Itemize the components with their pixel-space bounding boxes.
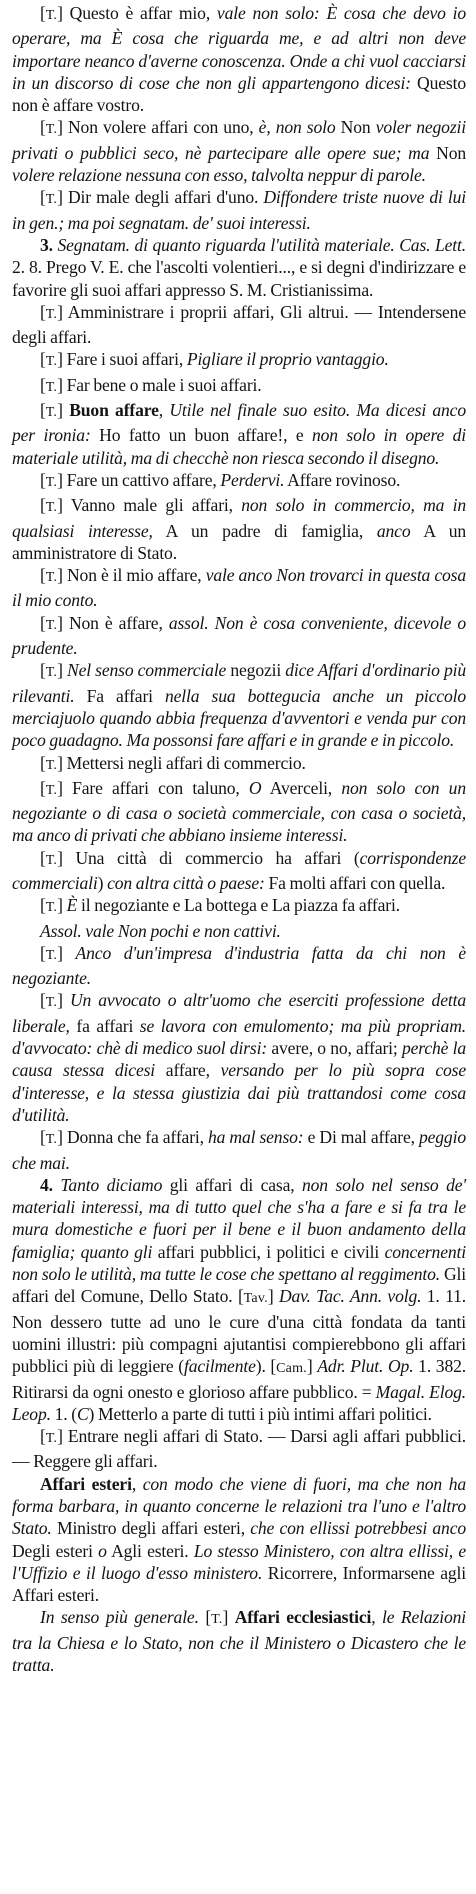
- source-marker: T.: [45, 782, 58, 798]
- italic-gloss: Un avvocato o altr'uomo che eserciti professione detta liberale,: [12, 990, 466, 1036]
- italic-gloss: non solo in commercio, ma in qualsiasi interesse,: [12, 495, 467, 541]
- text-run: Non: [429, 142, 466, 163]
- text-run: ] Mettersi negli affari di commercio.: [57, 752, 306, 773]
- text-run: ,: [131, 1473, 143, 1494]
- text-run: affare,: [155, 1060, 221, 1081]
- italic-gloss: voler negozii privati o pubblici seco, nè partecipare alle opere sue; ma: [12, 117, 467, 163]
- text-run: ). [: [255, 1356, 277, 1377]
- source-marker: T.: [45, 900, 58, 916]
- text-run: [: [40, 117, 46, 138]
- bold-term: Affari esteri: [40, 1473, 132, 1494]
- text-run: [: [40, 1426, 46, 1447]
- bold-term: 3.: [40, 234, 58, 255]
- text-run: Questo non è affare vostro.: [12, 72, 466, 116]
- source-marker: T.: [45, 757, 58, 773]
- text-run: Ministro degli affari esteri,: [51, 1518, 251, 1539]
- text-run: [: [40, 565, 46, 586]
- text-run: gli affari di casa,: [162, 1174, 303, 1195]
- source-marker: T.: [45, 995, 58, 1011]
- italic-gloss: vale anco Non trovarci in questa cosa il mio conto.: [12, 565, 467, 611]
- italic-gloss: non solo nel senso de' materiali interessi, ma di tutto quel che s'ha a fare e si fa tra le mura domestiche e fuori per il bene e il buon andamento della famiglia; quanto gli: [12, 1174, 466, 1262]
- entry-paragraph: [12, 989, 466, 1126]
- text-run: Fa affari: [74, 685, 165, 706]
- source-marker: T.: [45, 500, 58, 516]
- text-run: [: [40, 301, 46, 322]
- text-run: 1. 382. Ritirarsi da ogni onesto e glorioso affare pubblico. =: [12, 1356, 466, 1402]
- text-run: [: [40, 847, 46, 868]
- source-marker: T.: [45, 570, 58, 586]
- entry-paragraph: [12, 1473, 466, 1607]
- text-run: avere, o no, affari;: [267, 1038, 402, 1059]
- text-run: [: [40, 612, 46, 633]
- text-run: Ho fatto un buon affare!, e: [90, 425, 312, 446]
- entry-paragraph: [12, 301, 466, 349]
- entry-paragraph: [12, 2, 466, 116]
- text-run: [: [40, 187, 46, 208]
- text-run: fa affari: [69, 1015, 140, 1036]
- text-run: [: [40, 752, 46, 773]
- text-run: Gli affari del Comune, Dello Stato. [: [12, 1264, 467, 1307]
- italic-gloss: è, non solo: [258, 117, 336, 138]
- entry-paragraph: [12, 374, 466, 399]
- italic-gloss: Segnatam. di quanto riguarda l'utilità materiale. Cas. Lett.: [57, 234, 466, 255]
- text-run: ]: [57, 400, 70, 421]
- entry-paragraph: [12, 234, 466, 301]
- text-run: ] Vanno male gli affari,: [57, 495, 242, 516]
- italic-gloss: le Relazioni tra la Chiesa e lo Stato, non che il Ministero o Dicastero che le tratta.: [12, 1607, 466, 1676]
- entry-paragraph: [12, 469, 466, 494]
- text-run: negozii: [226, 660, 286, 681]
- italic-gloss: peggio che mai.: [12, 1127, 466, 1173]
- entry-text-column: [12, 2, 466, 1676]
- bold-term: Buon affare: [69, 400, 159, 421]
- source-marker: T.: [45, 122, 58, 138]
- italic-gloss: nella sua bottegucia anche un piccolo merciajuolo quando abbia frequenza d'avventori e venda pur con poco guadagno. Ma possonsi fare affari e in grande e in piccolo.: [12, 685, 467, 751]
- italic-gloss: facilmente: [183, 1356, 256, 1377]
- italic-gloss: C: [76, 1403, 89, 1424]
- text-run: [: [40, 990, 46, 1011]
- text-run: [: [40, 942, 46, 963]
- text-run: ,: [371, 1607, 382, 1628]
- text-run: ] Dir male degli affari d'uno.: [57, 187, 264, 208]
- text-run: A un padre di famiglia,: [152, 520, 377, 541]
- source-marker: T.: [45, 852, 58, 868]
- source-marker: T.: [45, 306, 58, 322]
- italic-gloss: Nel senso commerciale: [67, 660, 227, 681]
- source-marker: T.: [45, 1431, 58, 1447]
- text-run: 1. (: [50, 1403, 77, 1424]
- italic-gloss: con modo che viene di fuori, ma che non ha forma barbara, in quanto concerne le relazioni tra l'uno e l'altro Stato.: [12, 1473, 467, 1539]
- italic-gloss: volere relazione nessuna con esso, talvolta neppur di parole.: [12, 165, 426, 186]
- entry-paragraph: [12, 1425, 466, 1473]
- entry-paragraph: [12, 186, 466, 234]
- text-run: ) Metterlo a parte di tutti i più intimi affari politici.: [88, 1403, 432, 1424]
- text-run: ] Non volere affari con uno,: [57, 117, 259, 138]
- italic-gloss: Lo stesso Ministero, con altra ellissi, e l'Uffizio e il luogo d'esso ministero.: [12, 1540, 466, 1583]
- italic-gloss: o: [98, 1540, 107, 1561]
- text-run: ] Questo è affar mio,: [57, 3, 217, 23]
- text-run: [: [40, 374, 46, 395]
- italic-gloss: In senso più generale.: [40, 1607, 199, 1628]
- italic-gloss: se lavora con emulomento; ma più propriam. d'avvocato: chè di medico suol dirsi:: [12, 1015, 466, 1059]
- italic-gloss: Anco d'un'impresa d'industria fatta da chi non è negoziante.: [12, 942, 466, 989]
- text-run: ] Fare i suoi affari,: [57, 349, 187, 370]
- italic-gloss: Magal. Elog. Leop.: [12, 1381, 466, 1424]
- italic-gloss: anco: [376, 520, 411, 541]
- source-marker: T.: [45, 474, 58, 490]
- italic-gloss: Tanto diciamo: [60, 1174, 163, 1195]
- text-run: ] Non è affare,: [57, 612, 169, 633]
- italic-gloss: È: [66, 895, 78, 916]
- italic-gloss: versando per lo più sopra cose d'interesse, e la stessa giustizia dai più trattandosi come cosa d'utilità.: [12, 1060, 466, 1125]
- text-run: ] Donna che fa affari,: [57, 1127, 208, 1148]
- text-run: 1. 11. Non dessero tutte ad uno le cure d'una città fondata da tanti uomini illustri: più compagni ajutantisi compierebbono gli affari pubblici più di leggiere (: [12, 1286, 466, 1377]
- italic-gloss: Diffondere triste nuove di lui in gen.; ma poi segnatam. de' suoi interessi.: [12, 187, 466, 233]
- italic-gloss: Utile nel finale suo esito. Ma dicesi anco per ironia:: [12, 400, 466, 446]
- italic-gloss: corrispondenze commerciali: [12, 847, 466, 893]
- text-run: affari pubblici, i politici e civili: [152, 1241, 385, 1262]
- source-marker: T.: [211, 1612, 223, 1628]
- entry-paragraph: [12, 777, 466, 847]
- source-marker: T.: [45, 354, 58, 370]
- text-run: ] Far bene o male i suoi affari.: [57, 374, 262, 395]
- entry-paragraph: [12, 1126, 466, 1174]
- source-marker: T.: [45, 947, 58, 963]
- italic-gloss: che con ellissi potrebbesi anco: [250, 1518, 466, 1539]
- entry-paragraph: [12, 494, 466, 564]
- entry-paragraph: [12, 942, 466, 990]
- italic-gloss: Assol. vale Non pochi e non cattivi.: [40, 920, 281, 941]
- text-run: ] Entrare negli affari di Stato. — Darsi agli affari pubblici. — Reggere gli affari.: [12, 1426, 466, 1472]
- bold-term: Affari ecclesiastici: [234, 1607, 372, 1628]
- bold-term: 4.: [40, 1174, 61, 1195]
- text-run: ]: [306, 1356, 318, 1377]
- entry-paragraph: [12, 564, 466, 612]
- text-run: [: [198, 1607, 212, 1628]
- text-run: ]: [57, 895, 67, 916]
- source-marker: T.: [45, 379, 58, 395]
- entry-paragraph: [12, 1606, 466, 1676]
- source-marker: T.: [45, 192, 58, 208]
- text-run: Ricorrere, Informarsene agli Affari esteri.: [12, 1562, 467, 1606]
- text-run: ]: [57, 990, 70, 1011]
- text-run: [: [40, 3, 46, 23]
- text-run: ] Non è il mio affare,: [57, 565, 206, 586]
- text-run: ): [97, 872, 108, 893]
- source-marker: Cam.: [276, 1361, 307, 1377]
- text-run: [: [40, 777, 46, 798]
- italic-gloss: assol. Non è cosa conveniente, dicevole o prudente.: [12, 612, 466, 659]
- text-run: Averceli,: [261, 777, 342, 798]
- text-run: ]: [222, 1607, 235, 1628]
- italic-gloss: Adr. Plut. Op.: [317, 1356, 414, 1377]
- text-run: [: [40, 895, 46, 916]
- text-run: ] Fare affari con taluno,: [57, 777, 249, 798]
- text-run: e Di mal affare,: [303, 1127, 419, 1148]
- source-marker: T.: [45, 1132, 58, 1148]
- text-run: [: [40, 469, 46, 490]
- text-run: il negoziante e La bottega e La piazza fa affari.: [77, 895, 400, 916]
- text-run: [: [40, 1127, 46, 1148]
- entry-paragraph: [12, 659, 466, 751]
- source-marker: Tav.: [243, 1291, 268, 1307]
- italic-gloss: non solo con un negoziante o di casa o società commerciale, con casa o società, ma anco di privati che abbiano insieme interessi.: [12, 777, 466, 846]
- text-run: ]: [57, 942, 76, 963]
- text-run: Affare rovinoso.: [284, 469, 401, 490]
- entry-paragraph: [12, 752, 466, 777]
- source-marker: T.: [45, 617, 58, 633]
- italic-gloss: con altra città o paese:: [107, 872, 265, 893]
- italic-gloss: vale non solo: È cosa che devo io operare, ma È cosa che riguarda me, e ad altri non deve importare neanco d'averne conoscenza. Onde a chi vuol cacciarsi in un discorso di cose che non gli appartengono dicesi:: [12, 3, 466, 93]
- italic-gloss: concernenti non solo le utilità, ma tutte le cose che spettano al reggimento.: [12, 1241, 466, 1285]
- entry-paragraph: [12, 612, 466, 660]
- source-marker: T.: [45, 405, 58, 421]
- text-run: ] Una città di commercio ha affari (: [57, 847, 360, 868]
- text-run: Fa molti affari con quella.: [264, 872, 446, 893]
- entry-paragraph: [12, 1174, 466, 1425]
- italic-gloss: perchè la causa stessa dicesi: [12, 1038, 466, 1081]
- text-run: [: [40, 495, 46, 516]
- text-run: ] Amministrare i proprii affari, Gli altrui. — Intendersene degli affari.: [12, 301, 466, 348]
- text-run: ] Fare un cattivo affare,: [57, 469, 221, 490]
- italic-gloss: Pigliare il proprio vantaggio.: [186, 349, 389, 370]
- entry-paragraph: [12, 920, 466, 942]
- source-marker: T.: [45, 8, 58, 23]
- italic-gloss: Perdervi.: [220, 469, 285, 490]
- text-run: 2. 8. Prego V. E. che l'ascolti volentieri..., e si degni d'indirizzare e favorire gli suoi affari appresso S. M. Cristianissima.: [12, 257, 466, 300]
- text-run: Non: [335, 117, 376, 138]
- text-run: [: [40, 660, 46, 681]
- italic-gloss: Dav. Tac. Ann. volg.: [278, 1286, 422, 1307]
- text-run: ,: [158, 400, 170, 421]
- entry-paragraph: [12, 847, 466, 895]
- text-run: A un amministratore di Stato.: [12, 520, 467, 563]
- italic-gloss: dice Affari d'ordinario più rilevanti.: [12, 660, 467, 706]
- italic-gloss: O: [248, 777, 262, 798]
- entry-paragraph: [12, 399, 466, 469]
- text-run: [: [40, 349, 46, 370]
- text-run: [: [40, 400, 46, 421]
- text-run: ]: [267, 1286, 279, 1307]
- text-run: Agli esteri.: [106, 1540, 194, 1561]
- source-marker: T.: [45, 665, 58, 681]
- italic-gloss: ha mal senso:: [208, 1127, 304, 1148]
- text-run: Degli esteri: [12, 1540, 99, 1561]
- italic-gloss: non solo in opere di materiale utilità, ma di checchè non riesca secondo il disegno.: [12, 425, 467, 468]
- text-run: ]: [57, 660, 68, 681]
- entry-paragraph: [12, 894, 466, 919]
- entry-paragraph: [12, 348, 466, 373]
- entry-paragraph: [12, 116, 466, 186]
